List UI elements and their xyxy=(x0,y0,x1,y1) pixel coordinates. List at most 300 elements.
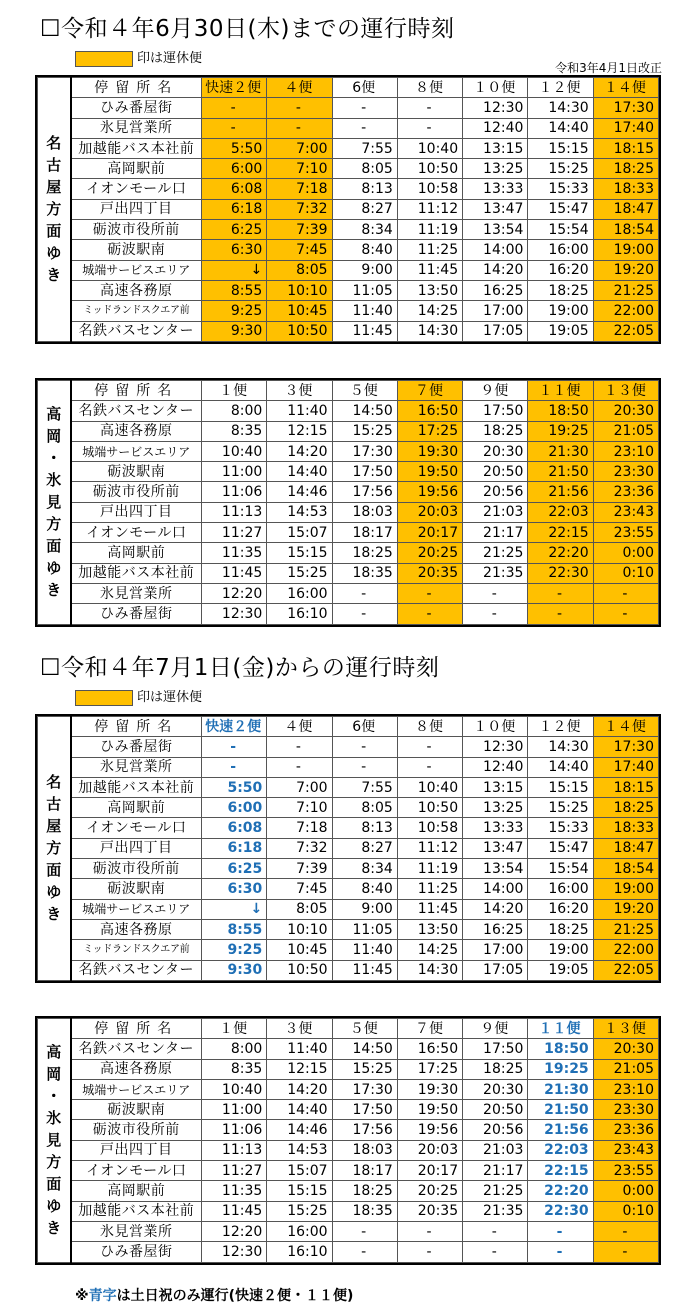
time-cell: 14:30 xyxy=(528,98,593,118)
time-cell: 7:10 xyxy=(267,159,332,179)
stop-name: 城端サービスエリア xyxy=(71,441,202,461)
time-cell: 14:40 xyxy=(267,462,332,482)
stop-name: 氷見営業所 xyxy=(71,583,202,603)
direction-char: き xyxy=(46,581,62,600)
stop-name: 加越能バス本社前 xyxy=(71,777,202,797)
trip-header: ８便 xyxy=(397,717,462,737)
time-cell: 6:08 xyxy=(202,818,267,838)
time-cell: 16:00 xyxy=(528,879,593,899)
trip-header: １４便 xyxy=(593,717,658,737)
time-cell: - xyxy=(202,757,267,777)
time-cell: 18:15 xyxy=(593,777,658,797)
trip-header: ７便 xyxy=(397,381,462,401)
time-cell: 13:50 xyxy=(397,280,462,300)
time-cell: 19:30 xyxy=(397,1079,462,1099)
time-cell: 8:55 xyxy=(202,919,267,939)
time-cell: 12:30 xyxy=(202,1242,267,1262)
table-row xyxy=(38,960,659,980)
table-row xyxy=(38,604,659,624)
time-cell: 11:27 xyxy=(202,1161,267,1181)
stop-name: イオンモール口 xyxy=(71,179,202,199)
stop-name: 高速各務原 xyxy=(71,280,202,300)
time-cell: ↓ xyxy=(202,899,267,919)
direction-label xyxy=(38,78,71,342)
trip-header: １便 xyxy=(202,1019,267,1039)
stop-name: 氷見営業所 xyxy=(71,757,202,777)
stop-name: 高速各務原 xyxy=(71,421,202,441)
time-cell: 17:50 xyxy=(332,462,397,482)
stop-header: 停留所名 xyxy=(71,717,202,737)
time-cell: 16:20 xyxy=(528,899,593,919)
direction-char: き xyxy=(46,1219,62,1238)
table-row xyxy=(38,1140,659,1160)
time-cell: 10:40 xyxy=(202,1079,267,1099)
time-cell: 14:40 xyxy=(528,757,593,777)
time-cell: 19:05 xyxy=(528,321,593,341)
time-cell: 11:40 xyxy=(267,1039,332,1059)
time-cell: 12:40 xyxy=(463,757,528,777)
time-cell: 13:25 xyxy=(463,798,528,818)
time-cell: 22:15 xyxy=(528,1161,593,1181)
time-cell: 11:12 xyxy=(397,838,462,858)
table-row xyxy=(38,462,659,482)
stop-name: 高速各務原 xyxy=(71,919,202,939)
stop-name: 名鉄バスセンター xyxy=(71,401,202,421)
table-row xyxy=(38,563,659,583)
time-cell: 8:27 xyxy=(332,838,397,858)
table-row xyxy=(38,737,659,757)
time-cell: 14:40 xyxy=(528,118,593,138)
time-cell: 11:05 xyxy=(332,280,397,300)
time-cell: 20:25 xyxy=(397,543,462,563)
section-title-current: ☐令和４年6月30日(木)までの運行時刻 xyxy=(40,16,455,42)
time-cell: 11:25 xyxy=(397,240,462,260)
time-cell: 11:45 xyxy=(397,899,462,919)
stop-name: 高岡駅前 xyxy=(71,159,202,179)
table-row xyxy=(38,98,659,118)
time-cell: 13:47 xyxy=(463,838,528,858)
time-cell: 16:00 xyxy=(528,240,593,260)
table-row xyxy=(38,240,659,260)
time-cell: 12:30 xyxy=(463,737,528,757)
time-cell: 18:03 xyxy=(332,1140,397,1160)
trip-header: 6便 xyxy=(332,717,397,737)
time-cell: 6:30 xyxy=(202,879,267,899)
time-cell: 15:25 xyxy=(267,1201,332,1221)
time-cell: 18:35 xyxy=(332,1201,397,1221)
time-cell: 10:40 xyxy=(397,138,462,158)
time-cell: 20:30 xyxy=(593,401,658,421)
time-cell: 11:45 xyxy=(202,563,267,583)
time-cell: 17:30 xyxy=(593,737,658,757)
stop-name: 砺波駅南 xyxy=(71,879,202,899)
time-cell: 17:56 xyxy=(332,482,397,502)
time-cell: 19:56 xyxy=(397,1120,462,1140)
stop-name: 砺波駅南 xyxy=(71,240,202,260)
stop-name: ひみ番屋街 xyxy=(71,1242,202,1262)
time-cell: 21:35 xyxy=(463,1201,528,1221)
time-cell: 19:25 xyxy=(528,421,593,441)
table-row xyxy=(38,940,659,960)
time-cell: 15:25 xyxy=(332,421,397,441)
time-cell: 7:39 xyxy=(267,859,332,879)
table-row xyxy=(38,798,659,818)
time-cell: 10:58 xyxy=(397,818,462,838)
time-cell: - xyxy=(332,757,397,777)
direction-char: き xyxy=(46,905,62,924)
time-cell: 14:50 xyxy=(332,1039,397,1059)
stop-name: 戸出四丁目 xyxy=(71,1140,202,1160)
time-cell: 18:25 xyxy=(528,280,593,300)
time-cell: 9:25 xyxy=(202,301,267,321)
stop-name: 加越能バス本社前 xyxy=(71,138,202,158)
time-cell: 13:50 xyxy=(397,919,462,939)
table-row xyxy=(38,523,659,543)
table-row xyxy=(38,482,659,502)
time-cell: - xyxy=(528,583,593,603)
time-cell: 20:03 xyxy=(397,1140,462,1160)
time-cell: 14:50 xyxy=(332,401,397,421)
time-cell: 18:50 xyxy=(528,1039,593,1059)
direction-char: 面 xyxy=(46,1175,62,1194)
time-cell: 6:25 xyxy=(202,220,267,240)
stop-name: ミッドランドスクエア前 xyxy=(71,301,202,321)
table-row xyxy=(38,138,659,158)
time-cell: 13:33 xyxy=(463,179,528,199)
time-cell: 13:25 xyxy=(463,159,528,179)
time-cell: 8:40 xyxy=(332,879,397,899)
time-cell: 13:47 xyxy=(463,199,528,219)
time-cell: 9:00 xyxy=(332,260,397,280)
time-cell: 7:55 xyxy=(332,138,397,158)
time-cell: 20:30 xyxy=(593,1039,658,1059)
time-cell: 6:00 xyxy=(202,798,267,818)
table-row xyxy=(38,777,659,797)
time-cell: 8:00 xyxy=(202,401,267,421)
time-cell: 17:05 xyxy=(463,321,528,341)
time-cell: 23:10 xyxy=(593,441,658,461)
time-cell: 11:27 xyxy=(202,523,267,543)
time-cell: 14:30 xyxy=(397,321,462,341)
time-cell: 22:15 xyxy=(528,523,593,543)
time-cell: 18:54 xyxy=(593,220,658,240)
time-cell: 20:56 xyxy=(463,482,528,502)
time-cell: 11:19 xyxy=(397,220,462,240)
time-cell: 8:35 xyxy=(202,1059,267,1079)
trip-header: ４便 xyxy=(267,78,332,98)
stop-name: ひみ番屋街 xyxy=(71,604,202,624)
direction-char: 高 xyxy=(46,1043,62,1062)
time-cell: 11:45 xyxy=(202,1201,267,1221)
time-cell: 15:33 xyxy=(528,179,593,199)
time-cell: 10:45 xyxy=(267,940,332,960)
timetable-current-to-takaoka-himi xyxy=(35,378,661,627)
time-cell: 11:19 xyxy=(397,859,462,879)
time-cell: 17:56 xyxy=(332,1120,397,1140)
time-cell: 17:05 xyxy=(463,960,528,980)
trip-header: １１便 xyxy=(528,1019,593,1039)
time-cell: 22:03 xyxy=(528,502,593,522)
trip-header: ３便 xyxy=(267,1019,332,1039)
time-cell: 11:05 xyxy=(332,919,397,939)
time-cell: 13:15 xyxy=(463,777,528,797)
time-cell: 6:08 xyxy=(202,179,267,199)
table-row xyxy=(38,260,659,280)
time-cell: 22:30 xyxy=(528,563,593,583)
time-cell: 20:35 xyxy=(397,563,462,583)
time-cell: 20:30 xyxy=(463,1079,528,1099)
time-cell: ↓ xyxy=(202,260,267,280)
time-cell: 11:45 xyxy=(397,260,462,280)
time-cell: 21:56 xyxy=(528,482,593,502)
time-cell: 8:05 xyxy=(267,260,332,280)
trip-header: 6便 xyxy=(332,78,397,98)
time-cell: 12:30 xyxy=(202,604,267,624)
time-cell: 16:20 xyxy=(528,260,593,280)
stop-name: 高速各務原 xyxy=(71,1059,202,1079)
stop-name: 名鉄バスセンター xyxy=(71,960,202,980)
time-cell: - xyxy=(267,98,332,118)
stop-name: 高岡駅前 xyxy=(71,1181,202,1201)
stop-name: 砺波市役所前 xyxy=(71,859,202,879)
time-cell: 19:20 xyxy=(593,899,658,919)
direction-char: 方 xyxy=(46,839,62,858)
time-cell: 8:00 xyxy=(202,1039,267,1059)
trip-header: ５便 xyxy=(332,381,397,401)
table-row xyxy=(38,441,659,461)
stop-name: ミッドランドスクエア前 xyxy=(71,940,202,960)
time-cell: 20:50 xyxy=(463,462,528,482)
time-cell: 10:40 xyxy=(202,441,267,461)
trip-header: ４便 xyxy=(267,717,332,737)
table-row xyxy=(38,1100,659,1120)
time-cell: 23:30 xyxy=(593,1100,658,1120)
time-cell: 16:10 xyxy=(267,1242,332,1262)
table-row xyxy=(38,1221,659,1241)
time-cell: - xyxy=(463,1242,528,1262)
time-cell: - xyxy=(593,604,658,624)
time-cell: 15:54 xyxy=(528,859,593,879)
direction-char: 岡 xyxy=(46,427,62,446)
table-row xyxy=(38,502,659,522)
table-row xyxy=(38,159,659,179)
time-cell: 8:27 xyxy=(332,199,397,219)
time-cell: 19:00 xyxy=(593,240,658,260)
time-cell: - xyxy=(202,737,267,757)
time-cell: 8:13 xyxy=(332,179,397,199)
time-cell: - xyxy=(397,118,462,138)
time-cell: 20:03 xyxy=(397,502,462,522)
time-cell: 18:25 xyxy=(332,1181,397,1201)
time-cell: 14:46 xyxy=(267,1120,332,1140)
suspended-swatch xyxy=(75,51,133,67)
legend-label: 印は運休便 xyxy=(137,51,203,66)
trip-header: ７便 xyxy=(397,1019,462,1039)
footnote-prefix: ※ xyxy=(75,1288,89,1304)
time-cell: 10:40 xyxy=(397,777,462,797)
footnote-text: は土日祝のみ運行(快速２便・１１便) xyxy=(116,1288,354,1304)
time-cell: 7:55 xyxy=(332,777,397,797)
time-cell: 5:50 xyxy=(202,138,267,158)
table-row xyxy=(38,1059,659,1079)
stop-name: 加越能バス本社前 xyxy=(71,1201,202,1221)
time-cell: 14:25 xyxy=(397,301,462,321)
time-cell: 8:34 xyxy=(332,859,397,879)
time-cell: 15:25 xyxy=(332,1059,397,1079)
table-row xyxy=(38,757,659,777)
trip-header: ９便 xyxy=(463,381,528,401)
trip-header: １３便 xyxy=(593,1019,658,1039)
direction-char: 面 xyxy=(46,861,62,880)
time-cell: - xyxy=(397,604,462,624)
time-cell: 23:10 xyxy=(593,1079,658,1099)
table-row xyxy=(38,543,659,563)
time-cell: 19:00 xyxy=(528,301,593,321)
legend-label: 印は運休便 xyxy=(137,690,203,705)
time-cell: 18:25 xyxy=(528,919,593,939)
direction-label xyxy=(38,717,71,981)
time-cell: 16:50 xyxy=(397,401,462,421)
time-cell: 17:25 xyxy=(397,1059,462,1079)
table-row xyxy=(38,1181,659,1201)
time-cell: 21:30 xyxy=(528,441,593,461)
time-cell: - xyxy=(397,98,462,118)
direction-char: 名 xyxy=(46,773,62,792)
time-cell: 11:40 xyxy=(332,940,397,960)
time-cell: - xyxy=(332,583,397,603)
time-cell: 8:40 xyxy=(332,240,397,260)
direction-char: 屋 xyxy=(46,178,62,197)
stop-name: 加越能バス本社前 xyxy=(71,563,202,583)
time-cell: 15:47 xyxy=(528,199,593,219)
time-cell: 8:05 xyxy=(267,899,332,919)
time-cell: - xyxy=(332,118,397,138)
trip-header: １４便 xyxy=(593,78,658,98)
time-cell: 17:30 xyxy=(332,441,397,461)
trip-header: １０便 xyxy=(463,78,528,98)
time-cell: 5:50 xyxy=(202,777,267,797)
time-cell: 18:25 xyxy=(463,421,528,441)
trip-header: １３便 xyxy=(593,381,658,401)
direction-char: 古 xyxy=(46,795,62,814)
table-row xyxy=(38,919,659,939)
time-cell: - xyxy=(528,1242,593,1262)
time-cell: 19:25 xyxy=(528,1059,593,1079)
table-row xyxy=(38,1120,659,1140)
time-cell: 23:36 xyxy=(593,482,658,502)
direction-char: ゆ xyxy=(46,883,62,902)
trip-header: １０便 xyxy=(463,717,528,737)
time-cell: 14:20 xyxy=(463,899,528,919)
stop-name: 氷見営業所 xyxy=(71,1221,202,1241)
time-cell: 17:50 xyxy=(332,1100,397,1120)
trip-header: ５便 xyxy=(332,1019,397,1039)
time-cell: 17:30 xyxy=(593,98,658,118)
time-cell: 14:53 xyxy=(267,1140,332,1160)
time-cell: 21:30 xyxy=(528,1079,593,1099)
time-cell: 22:00 xyxy=(593,301,658,321)
time-cell: 8:13 xyxy=(332,818,397,838)
time-cell: 20:35 xyxy=(397,1201,462,1221)
time-cell: 15:33 xyxy=(528,818,593,838)
time-cell: 10:45 xyxy=(267,301,332,321)
time-cell: 18:47 xyxy=(593,838,658,858)
table-row xyxy=(38,301,659,321)
direction-char: き xyxy=(46,266,62,285)
time-cell: 12:20 xyxy=(202,583,267,603)
time-cell: - xyxy=(332,604,397,624)
trip-header: ９便 xyxy=(463,1019,528,1039)
stop-name: 砺波市役所前 xyxy=(71,1120,202,1140)
time-cell: - xyxy=(332,1221,397,1241)
time-cell: 9:00 xyxy=(332,899,397,919)
time-cell: 15:07 xyxy=(267,523,332,543)
direction-char: ゆ xyxy=(46,1197,62,1216)
time-cell: 7:18 xyxy=(267,818,332,838)
direction-char: 面 xyxy=(46,222,62,241)
time-cell: 11:12 xyxy=(397,199,462,219)
time-cell: 7:32 xyxy=(267,838,332,858)
stop-name: 戸出四丁目 xyxy=(71,838,202,858)
time-cell: 18:17 xyxy=(332,523,397,543)
time-cell: 20:56 xyxy=(463,1120,528,1140)
time-cell: 16:00 xyxy=(267,1221,332,1241)
time-cell: - xyxy=(463,604,528,624)
revision-date: 令和3年4月1日改正 xyxy=(555,61,662,75)
time-cell: 17:00 xyxy=(463,301,528,321)
direction-char: ゆ xyxy=(46,559,62,578)
time-cell: 18:47 xyxy=(593,199,658,219)
stop-name: 砺波駅南 xyxy=(71,462,202,482)
time-cell: 16:00 xyxy=(267,583,332,603)
table-row xyxy=(38,818,659,838)
time-cell: 11:35 xyxy=(202,543,267,563)
time-cell: 21:05 xyxy=(593,421,658,441)
time-cell: 22:20 xyxy=(528,1181,593,1201)
table-row xyxy=(38,859,659,879)
time-cell: 12:40 xyxy=(463,118,528,138)
time-cell: 22:20 xyxy=(528,543,593,563)
trip-header: １便 xyxy=(202,381,267,401)
time-cell: 6:30 xyxy=(202,240,267,260)
time-cell: 7:45 xyxy=(267,879,332,899)
trip-header: １２便 xyxy=(528,717,593,737)
time-cell: 14:53 xyxy=(267,502,332,522)
direction-char: 古 xyxy=(46,156,62,175)
stop-name: 高岡駅前 xyxy=(71,543,202,563)
trip-header: ３便 xyxy=(267,381,332,401)
table-row xyxy=(38,118,659,138)
time-cell: 16:25 xyxy=(463,919,528,939)
time-cell: 17:50 xyxy=(463,1039,528,1059)
table-row xyxy=(38,280,659,300)
time-cell: - xyxy=(202,98,267,118)
time-cell: 18:54 xyxy=(593,859,658,879)
header-row xyxy=(38,717,659,737)
direction-char: 面 xyxy=(46,537,62,556)
stop-header: 停留所名 xyxy=(71,1019,202,1039)
direction-char: 氷 xyxy=(46,1109,62,1128)
stop-name: ひみ番屋街 xyxy=(71,98,202,118)
time-cell: 18:33 xyxy=(593,818,658,838)
time-cell: 18:17 xyxy=(332,1161,397,1181)
time-cell: 11:45 xyxy=(332,960,397,980)
table-row xyxy=(38,1039,659,1059)
time-cell: 15:47 xyxy=(528,838,593,858)
time-cell: 19:00 xyxy=(593,879,658,899)
direction-char: ・ xyxy=(46,1087,62,1106)
trip-header: 快速２便 xyxy=(202,717,267,737)
